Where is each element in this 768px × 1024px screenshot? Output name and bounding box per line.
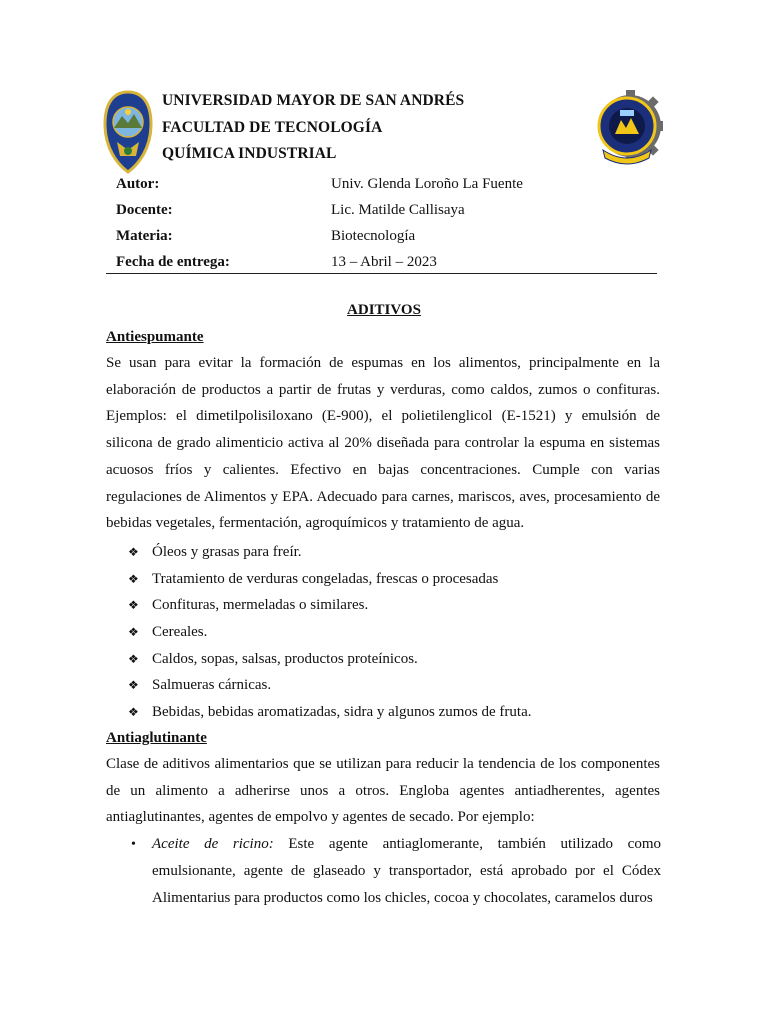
application-bullet-list bbox=[128, 539, 531, 726]
meta-label: Materia: bbox=[116, 228, 173, 244]
diamond-bullet-icon: ❖ bbox=[128, 625, 139, 640]
section-heading-antiaglutinante: Antiaglutinante bbox=[106, 730, 207, 746]
diamond-bullet-icon: ❖ bbox=[128, 545, 139, 559]
list-item: ❖ Cereales. bbox=[128, 619, 531, 646]
diamond-bullet-icon: ❖ bbox=[128, 598, 139, 613]
diamond-bullet-icon: ❖ bbox=[128, 678, 139, 693]
meta-value: 13 – Abril – 2023 bbox=[331, 254, 437, 270]
section-paragraph: Clase de aditivos alimentarios que se utilizan para reducir la tendencia de los componentes de un alimento a adherirse unos a otros. Engloba agentes antiadherentes, agentes antiaglutinantes, agentes de empolvo y agentes de secado. Por ejemplo: bbox=[106, 756, 660, 826]
list-item: ❖ Óleos y grasas para freír. bbox=[128, 539, 531, 566]
list-item: ❖ Salmueras cárnicas. bbox=[128, 672, 531, 699]
diamond-bullet-icon: ❖ bbox=[128, 705, 139, 720]
meta-label: Fecha de entrega: bbox=[116, 254, 230, 270]
section-heading-antiespumante: Antiespumante bbox=[106, 329, 204, 345]
university-shield-logo bbox=[103, 90, 153, 174]
meta-value: Biotecnología bbox=[331, 228, 416, 244]
career-name: QUÍMICA INDUSTRIAL bbox=[162, 145, 337, 162]
meta-label: Autor: bbox=[116, 176, 160, 192]
meta-value: Lic. Matilde Callisaya bbox=[331, 202, 465, 218]
list-item: ❖ Confituras, mermeladas o similares. bbox=[128, 592, 531, 619]
list-item: ❖ Tratamiento de verduras congeladas, frescas o procesadas bbox=[128, 566, 531, 593]
example-list-item bbox=[131, 831, 661, 912]
dot-bullet-icon: • bbox=[131, 837, 136, 852]
diamond-bullet-icon: ❖ bbox=[128, 571, 139, 586]
example-text bbox=[152, 831, 661, 912]
list-item: ❖ Caldos, sopas, salsas, productos proteínicos. bbox=[128, 646, 531, 673]
document-title: ADITIVOS bbox=[347, 302, 421, 318]
header-divider bbox=[106, 273, 657, 274]
meta-value: Univ. Glenda Loroño La Fuente bbox=[331, 176, 523, 192]
section-paragraph: Se usan para evitar la formación de espumas en los alimentos, principalmente en la elaboración de productos a partir de frutas y verduras, como caldos, zumos o confituras. Ejemplos: el dimetilpolisiloxano (E-900), el polietilenglicol (E-1521) y emulsión de silicona de grado alimenticio activa al 20% diseñada para controlar la espuma en sistemas acuosos fríos y calientes. Efectivo en bajas concentraciones. Cumple con varias regulaciones de Alimentos y EPA. Adecuado para carnes, mariscos, aves, procesamiento de bebidas vegetales, fermentación, agroquímicos y tratamiento de agua. bbox=[106, 355, 660, 532]
example-term: Aceite de ricino: bbox=[152, 836, 274, 852]
faculty-name: FACULTAD DE TECNOLOGÍA bbox=[162, 119, 383, 136]
quimica-industrial-gear-logo bbox=[593, 90, 663, 168]
example-description: Este agente antiaglomerante, también utilizado como emulsionante, agente de glaseado y transportador, está aprobado por el Códex Alimentarius para productos como los chicles, cocoa y chocolates, caramelos duros bbox=[152, 836, 661, 906]
meta-label: Docente: bbox=[116, 202, 173, 218]
diamond-bullet-icon: ❖ bbox=[128, 651, 139, 666]
list-item: ❖ Bebidas, bebidas aromatizadas, sidra y algunos zumos de fruta. bbox=[128, 699, 531, 726]
university-name: UNIVERSIDAD MAYOR DE SAN ANDRÉS bbox=[162, 92, 465, 109]
